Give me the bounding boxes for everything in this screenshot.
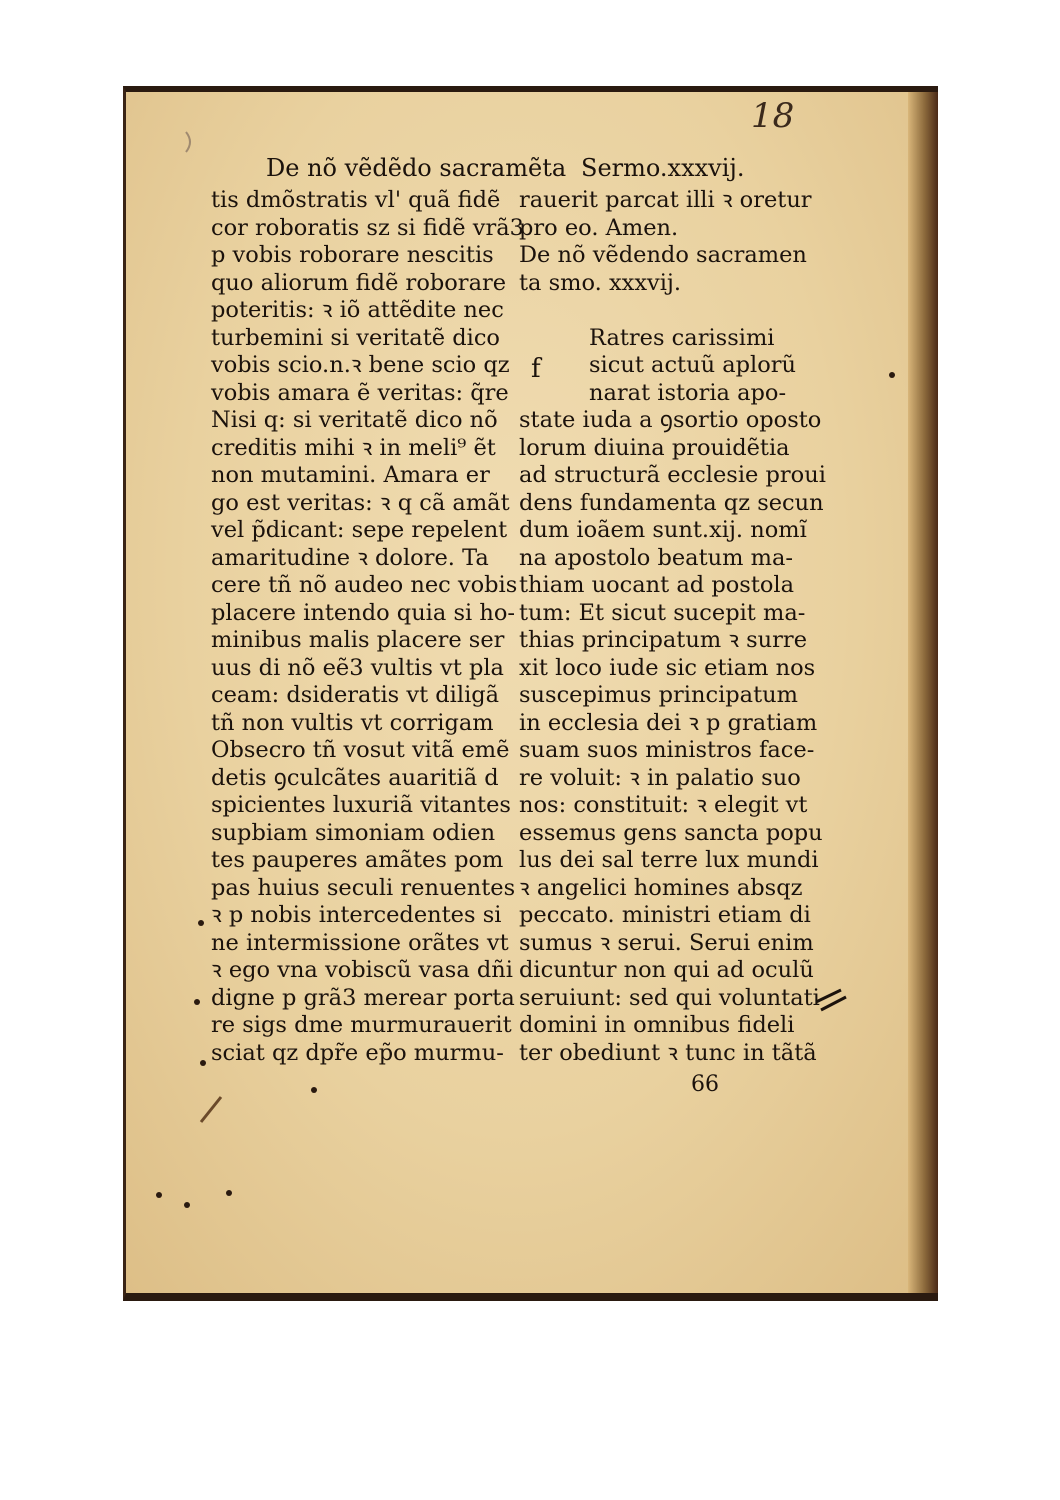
text-line: seruiunt: sed qui voluntati	[519, 984, 820, 1011]
text-line: amaritudine ꝛ dolore. Ta	[211, 544, 489, 571]
text-line: ter obediunt ꝛ tunc in tãtã	[519, 1039, 817, 1066]
text-line: suam suos ministros face-	[519, 737, 815, 763]
catchword: 66	[691, 1072, 719, 1097]
text-line: Obsecro tñ vosut vitã emẽ	[211, 737, 510, 763]
folio-number: 18	[751, 96, 795, 136]
text-line: vobis scio.n.ꝛ bene scio qz	[211, 352, 510, 378]
text-line: placere intendo quia si ho-	[211, 599, 515, 626]
text-line: Ratres carissimi	[589, 324, 775, 351]
text-line: rauerit parcat illi ꝛ oretur	[519, 187, 812, 213]
text-line: state iuda a ꝯsortio oposto	[519, 407, 822, 433]
text-line: ꝛ p nobis intercedentes si	[211, 902, 502, 928]
running-head-left: De nõ vẽdẽdo sacramẽta	[266, 154, 567, 182]
text-line: cere tñ nõ audeo nec vobis	[211, 572, 518, 598]
text-line: detis ꝯculcãtes auaritiã d	[211, 764, 499, 791]
text-line: tum: Et sicut sucepit ma-	[519, 599, 806, 626]
text-line: De nõ vẽdendo sacramen	[519, 242, 807, 268]
text-line: xit loco iude sic etiam nos	[519, 654, 816, 681]
text-line: sciat qz dpr̃e ep̃o murmu-	[211, 1039, 504, 1066]
text-line: Nisi q: si veritatẽ dico nõ	[211, 407, 498, 433]
text-line: uus di nõ eẽ3 vultis vt pla	[211, 654, 504, 681]
text-line: ad structurã ecclesie proui	[519, 462, 826, 488]
text-line: tñ non vultis vt corrigam	[211, 709, 494, 736]
text-line: non mutamini. Amara er	[211, 462, 490, 488]
text-line: essemus gens sancta popu	[519, 819, 823, 846]
text-line: dens fundamenta qz secun	[519, 489, 824, 516]
text-line: pro eo. Amen.	[519, 214, 679, 241]
text-line: lorum diuina prouidẽtia	[519, 434, 790, 461]
text-line: p vobis roborare nescitis	[211, 242, 494, 268]
text-line: peccato. ministri etiam di	[519, 902, 811, 928]
text-line: thiam uocant ad postola	[519, 572, 795, 598]
text-line: re sigs dme murmurauerit	[211, 1012, 512, 1038]
text-line: turbemini si veritatẽ dico	[211, 324, 500, 351]
text-line: sumus ꝛ serui. Serui enim	[519, 929, 814, 956]
text-line: tis dmõstratis vl' quã fidẽ	[211, 187, 501, 213]
text-line: go est veritas: ꝛ q cã amãt	[211, 489, 510, 516]
text-line: domini in omnibus fideli	[519, 1012, 795, 1038]
text-line: pas huius seculi renuentes	[211, 874, 516, 901]
text-line: ꝛ ego vna vobiscũ vasa dñi	[211, 957, 513, 983]
text-line: digne p grã3 merear porta	[211, 984, 515, 1011]
text-line: poteritis: ꝛ iõ attẽdite nec	[211, 297, 504, 323]
running-head-right: Sermo.xxxvij.	[581, 154, 745, 182]
text-line: na apostolo beatum ma-	[519, 544, 793, 571]
pen-scribbles	[126, 92, 938, 1301]
text-line: ceam: dsideratis vt diligã	[211, 682, 500, 708]
text-line: tes pauperes amãtes pom	[211, 847, 504, 873]
text-line: dum ioãem sunt.xij. nomĩ	[519, 517, 807, 543]
text-line: in ecclesia dei ꝛ p gratiam	[519, 709, 818, 736]
text-line: spicientes luxuriã vitantes	[211, 792, 511, 818]
text-line: thias principatum ꝛ surre	[519, 627, 808, 653]
text-line: cor roboratis sz si fidẽ vrã3	[211, 214, 524, 241]
text-line: ta smo. xxxvij.	[519, 269, 682, 296]
manuscript-page-scan	[123, 86, 938, 1301]
margin-letter: f	[531, 354, 541, 384]
text-line: supbiam simoniam odien	[211, 819, 496, 846]
text-line: lus dei sal terre lux mundi	[519, 847, 819, 873]
text-line: sicut actuũ aplorũ	[589, 352, 797, 378]
text-line: minibus malis placere ser	[211, 627, 505, 653]
text-line: narat istoria apo-	[589, 379, 787, 406]
text-line: re voluit: ꝛ in palatio suo	[519, 764, 801, 791]
text-line: vobis amara ẽ veritas: q̃re	[211, 379, 509, 406]
text-line: dicuntur non qui ad oculũ	[519, 957, 814, 983]
text-line: nos: constituit: ꝛ elegit vt	[519, 792, 808, 818]
text-line: ne intermissione orãtes vt	[211, 929, 509, 956]
text-line: ꝛ angelici homines absqz	[519, 874, 803, 901]
text-line: suscepimus principatum	[519, 682, 798, 708]
text-line: vel p̃dicant: sepe repelent	[211, 517, 508, 543]
text-line: quo aliorum fidẽ roborare	[211, 269, 507, 296]
text-line: creditis mihi ꝛ in meli⁹ ẽt	[211, 434, 496, 461]
